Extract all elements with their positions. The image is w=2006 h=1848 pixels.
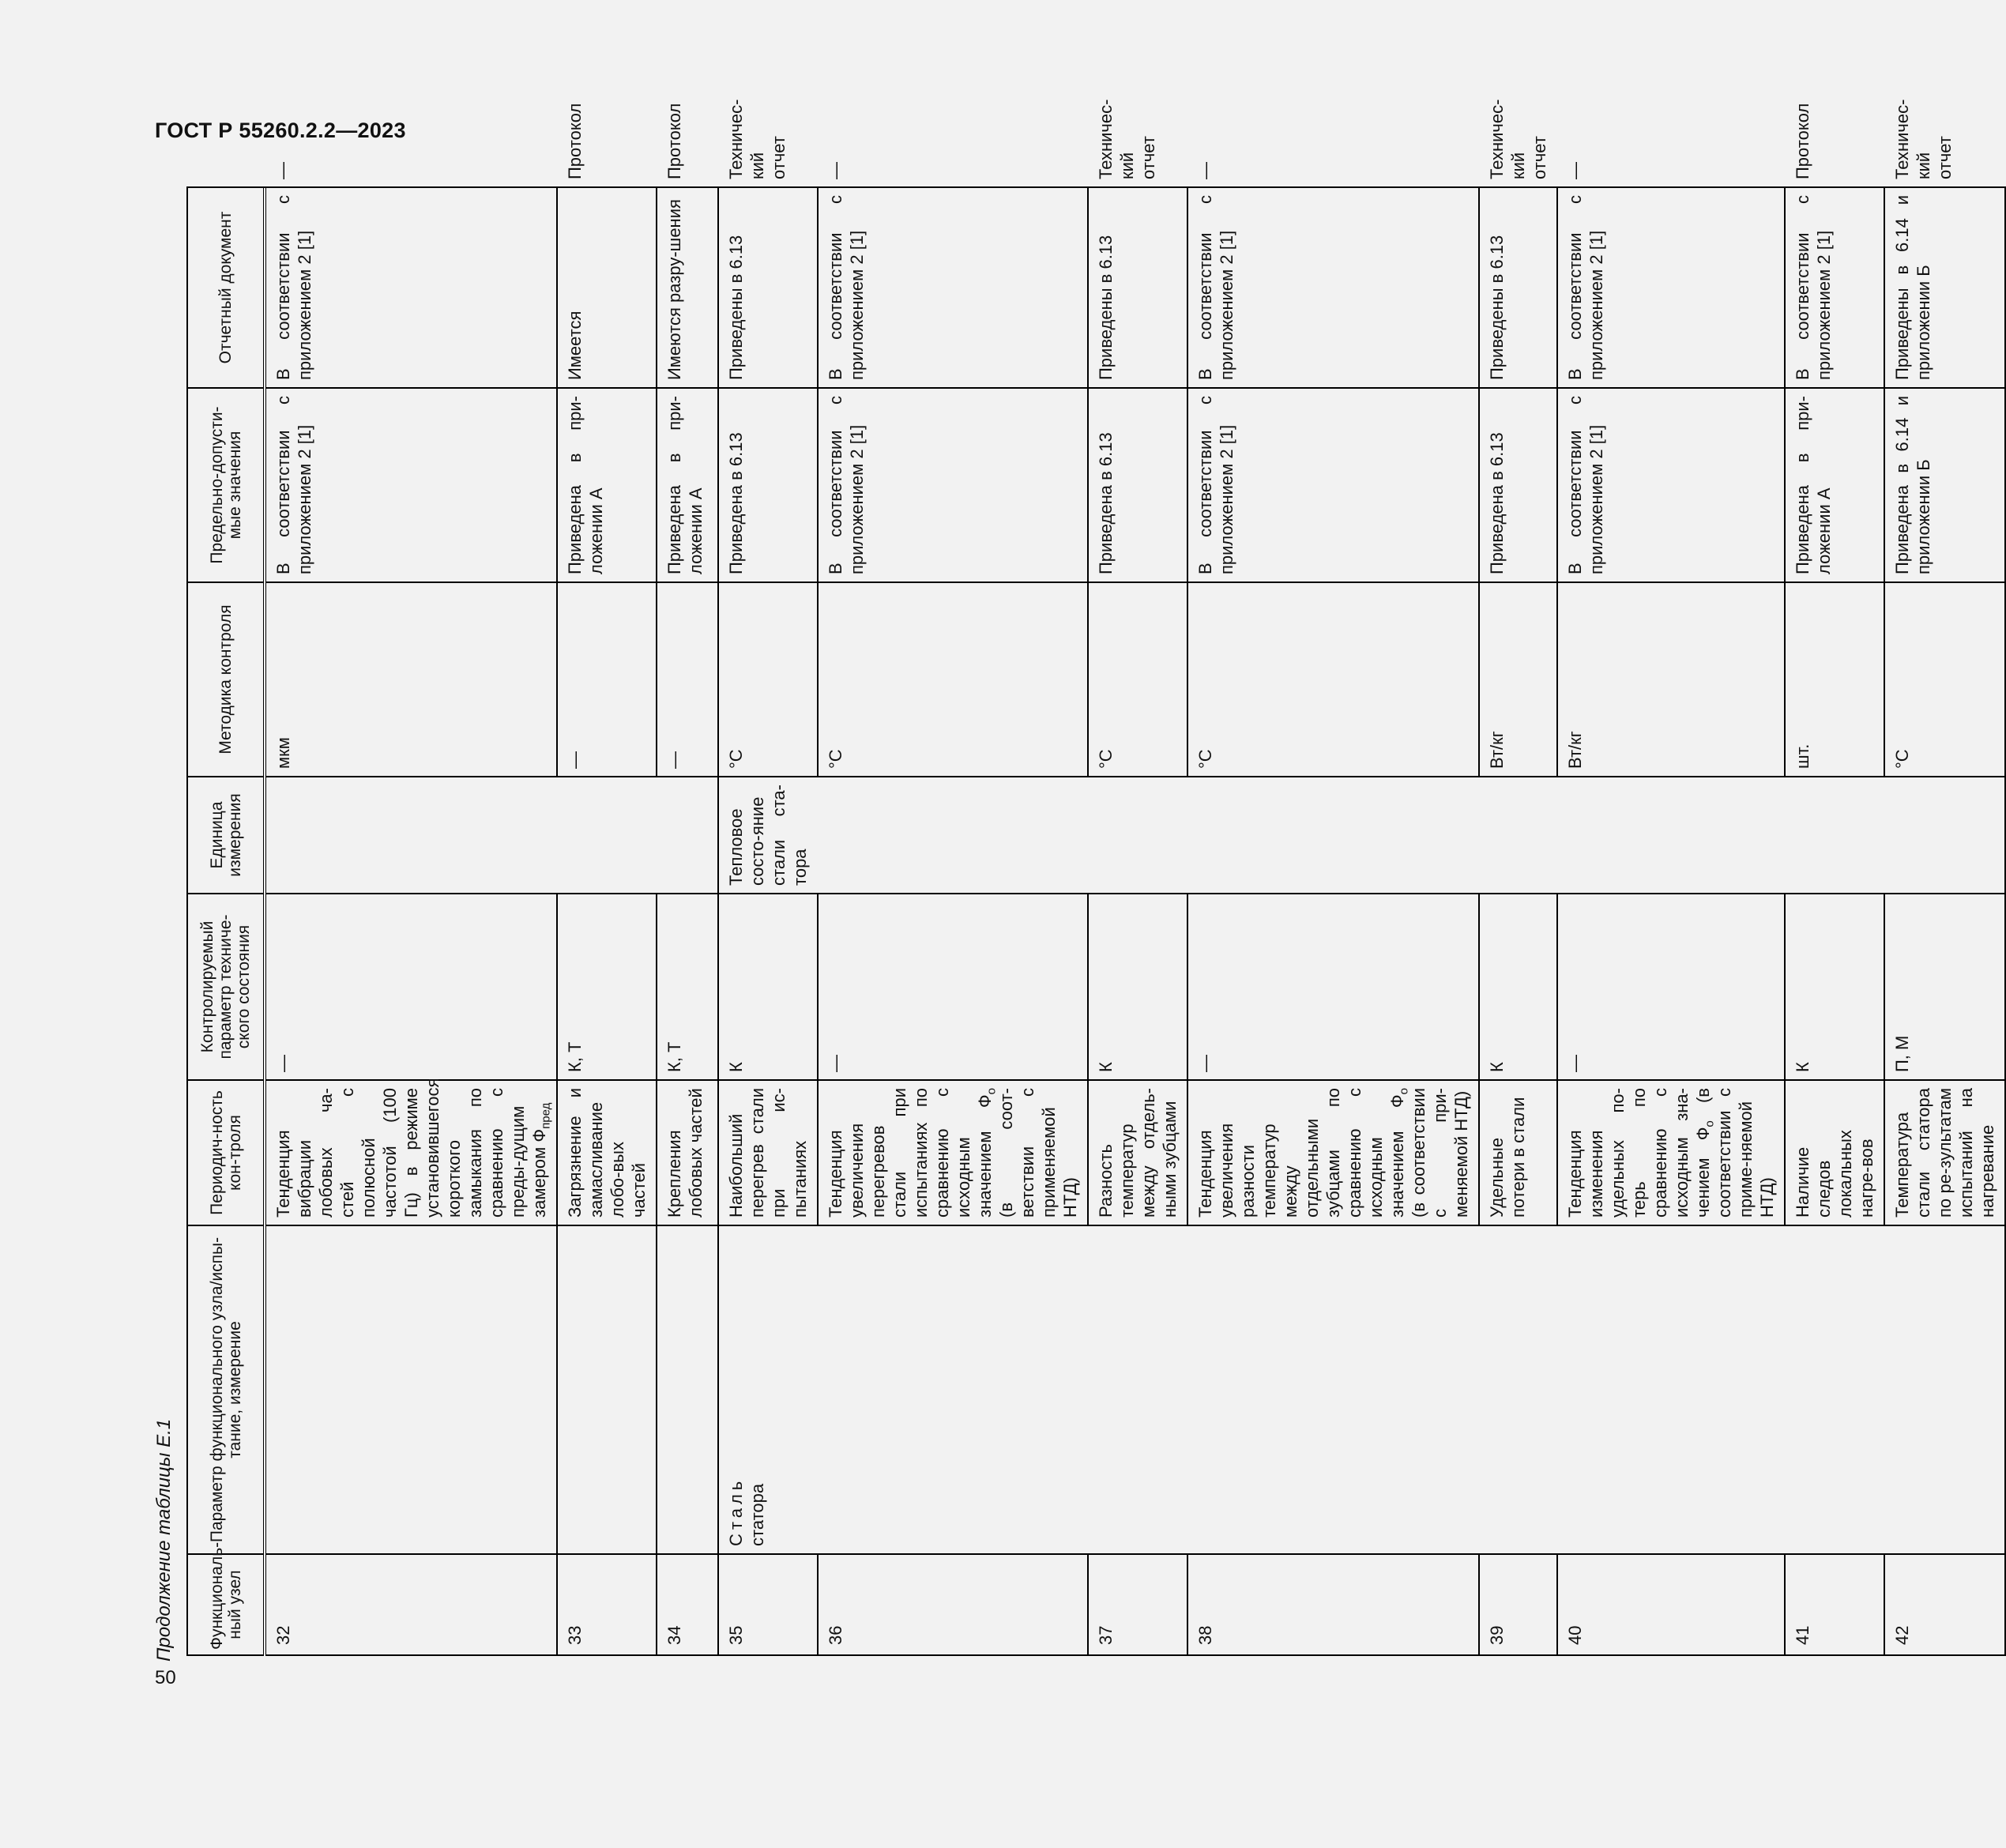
periodicity-cell: К: [1479, 894, 1557, 1080]
table-row: 42 Температура стали статора по ре-зультатам испытаний на нагревание П, М °С Приведена в 6.14 и приложении Б Приведены в 6.14 и приложении Б Техничес-кий отчет: [1884, 187, 2005, 1655]
col-header-limits: Предельно-допусти-мые значения: [187, 388, 265, 582]
periodicity-cell: —: [1557, 894, 1785, 1080]
unit-cell: —: [657, 582, 718, 777]
table-row: 33 Загрязнение и замасливание лобо-вых частей К, Т — Приведена в при-ложении А Имеется Протокол: [557, 187, 657, 1655]
limits-cell: Приведены в 6.13: [1088, 187, 1187, 388]
table-continuation-caption: Продолжение таблицы Е.1: [153, 1418, 175, 1662]
row-number: 41: [1785, 1554, 1884, 1655]
col-header-method: Методика контроля: [187, 582, 265, 777]
method-cell: Приведена в 6.13: [1479, 388, 1557, 582]
row-number: 40: [1557, 1554, 1785, 1655]
state-parameter-thermal: Тепловое состо-яние стали ста-тора: [718, 777, 2005, 894]
method-cell: Приведена в при-ложении А: [657, 388, 718, 582]
row-number: 35: [718, 1554, 818, 1655]
periodicity-cell: —: [1187, 894, 1479, 1080]
parameter-cell: Тенденция увеличения разности температур между отдельными зубцами по сравнению с исходным значением $Ф_о$ (в соответствии с при-меняемой НТД): [1187, 1080, 1479, 1225]
limits-cell: В соответствии с приложением 2 [1]: [1557, 187, 1785, 388]
unit-cell: °С: [818, 582, 1088, 777]
table-row: 35 Сталь статора Наибольший перегрев стали при ис-пытаниях К Тепловое состо-яние стали ста-тора °С Приведена в 6.13 Приведены в 6.13 Техничес-кий отчет: [718, 187, 818, 1655]
periodicity-cell: К: [1088, 894, 1187, 1080]
unit-cell: —: [557, 582, 657, 777]
periodicity-cell: П, М: [1884, 894, 2005, 1080]
table-row: 38 Тенденция увеличения разности температур между отдельными зубцами по сравнению с исходным значением $Ф_о$ (в соответствии с при-меняемой НТД) — °С В соответствии с приложением 2 [1] В соответствии с приложением 2 [1] —: [1187, 187, 1479, 1655]
col-header-node: Функциональ-ный узел: [187, 1554, 265, 1655]
unit-cell: Вт/кг: [1479, 582, 1557, 777]
limits-cell: В соответствии с приложением 2 [1]: [818, 187, 1088, 388]
method-cell: Приведена в при-ложении А: [1785, 388, 1884, 582]
col-header-unit: Единица измерения: [187, 777, 265, 894]
table-row: 41 Наличие следов локальных нагре-вов К шт. Приведена в при-ложении А В соответствии с приложением 2 [1] Протокол: [1785, 187, 1884, 1655]
unit-cell: °С: [1088, 582, 1187, 777]
limits-cell: В соответствии с приложением 2 [1]: [1785, 187, 1884, 388]
parameter-cell: Тенденция вибрации лобовых ча-стей с полюсной частотой (100 Гц) в режиме установившегося короткого замыкания по сравнению с преды-дущим замером $Ф_{пред}$: [265, 1080, 557, 1225]
table-row: 40 Тенденция изменения удельных по-терь по сравнению с исходным зна-чением $Ф_о$ (в соответствии с приме-няемой НТД) — Вт/кг В соответствии с приложением 2 [1] В соответствии с приложением 2 [1] —: [1557, 187, 1785, 1655]
periodicity-cell: —: [265, 894, 557, 1080]
unit-cell: °С: [1884, 582, 2005, 777]
parameter-cell: Тенденция увеличения перегревов стали при испытаниях по сравнению с исходным значением $Ф_о$ (в соот-ветствии с применяемой НТД): [818, 1080, 1088, 1225]
method-cell: В соответствии с приложением 2 [1]: [265, 388, 557, 582]
parameter-cell: Удельные потери в стали: [1479, 1080, 1557, 1225]
limits-cell: Имеются разру-шения: [657, 187, 718, 388]
unit-cell: °С: [718, 582, 818, 777]
row-number: 38: [1187, 1554, 1479, 1655]
periodicity-cell: —: [818, 894, 1088, 1080]
table-row: 34 Крепления лобовых частей К, Т — Приведена в при-ложении А Имеются разру-шения Протокол: [657, 187, 718, 1655]
row-number: 39: [1479, 1554, 1557, 1655]
unit-cell: мкм: [265, 582, 557, 777]
method-cell: В соответствии с приложением 2 [1]: [1557, 388, 1785, 582]
col-header-parameter: Параметр функционального узла/испы-тание, измерение: [187, 1225, 265, 1554]
parameter-cell: Разность температур между отдель-ными зубцами: [1088, 1080, 1187, 1225]
method-cell: Приведена в 6.13: [718, 388, 818, 582]
table-header-row: [187, 187, 265, 1655]
limits-cell: Имеется: [557, 187, 657, 388]
parameter-cell: Наличие следов локальных нагре-вов: [1785, 1080, 1884, 1225]
parameter-cell: Тенденция изменения удельных по-терь по сравнению с исходным зна-чением $Ф_о$ (в соответствии с приме-няемой НТД): [1557, 1080, 1785, 1225]
node-cell-stator-steel: Сталь статора: [718, 1225, 2005, 1554]
col-header-state-parameter: Контролируемый параметр техниче-ского состояния: [187, 894, 265, 1080]
periodicity-cell: К, Т: [657, 894, 718, 1080]
page-number: 50: [155, 1667, 176, 1688]
periodicity-cell: К: [1785, 894, 1884, 1080]
method-cell: Приведена в 6.13: [1088, 388, 1187, 582]
node-cell: [657, 1225, 718, 1554]
periodicity-cell: К, Т: [557, 894, 657, 1080]
row-number: 37: [1088, 1554, 1187, 1655]
limits-cell: В соответствии с приложением 2 [1]: [1187, 187, 1479, 388]
row-number: 36: [818, 1554, 1088, 1655]
unit-cell: °С: [1187, 582, 1479, 777]
unit-cell: Вт/кг: [1557, 582, 1785, 777]
unit-cell: шт.: [1785, 582, 1884, 777]
node-cell: [265, 1225, 557, 1554]
parameter-cell: Наибольший перегрев стали при ис-пытаниях: [718, 1080, 818, 1225]
row-number: 32: [265, 1554, 557, 1655]
row-number: 33: [557, 1554, 657, 1655]
limits-cell: Приведены в 6.13: [1479, 187, 1557, 388]
document-header: ГОСТ Р 55260.2.2—2023: [155, 119, 406, 142]
col-header-report: Отчетный документ: [187, 187, 265, 388]
table-row: 32 Тенденция вибрации лобовых ча-стей с полюсной частотой (100 Гц) в режиме установившегося короткого замыкания по сравнению с преды-дущим замером $Ф_{пред}$ — мкм В соответствии с приложением 2 [1] В соответствии с приложением 2 [1] —: [265, 187, 557, 1655]
parameter-cell: Крепления лобовых частей: [657, 1080, 718, 1225]
node-cell: [557, 1225, 657, 1554]
table-row: 37 Разность температур между отдель-ными зубцами К °С Приведена в 6.13 Приведены в 6.13 Техничес-кий отчет: [1088, 187, 1187, 1655]
method-cell: Приведена в 6.14 и приложении Б: [1884, 388, 2005, 582]
periodicity-cell: К: [718, 894, 818, 1080]
col-header-periodicity: Периодич-ность кон-троля: [187, 1080, 265, 1225]
parameter-cell: Температура стали статора по ре-зультатам испытаний на нагревание: [1884, 1080, 2005, 1225]
method-cell: Приведена в при-ложении А: [557, 388, 657, 582]
limits-cell: Приведены в 6.13: [718, 187, 818, 388]
parameter-cell: Загрязнение и замасливание лобо-вых частей: [557, 1080, 657, 1225]
limits-cell: Приведены в 6.14 и приложении Б: [1884, 187, 2005, 388]
table-row: 36 Тенденция увеличения перегревов стали при испытаниях по сравнению с исходным значением $Ф_о$ (в соот-ветствии с применяемой НТД) — °С В соответствии с приложением 2 [1] В соответствии с приложением 2 [1] —: [818, 187, 1088, 1655]
state-parameter-cell: [265, 777, 718, 894]
table-row: 39 Удельные потери в стали К Вт/кг Приведена в 6.13 Приведены в 6.13 Техничес-кий отчет: [1479, 187, 1557, 1655]
method-cell: В соответствии с приложением 2 [1]: [818, 388, 1088, 582]
method-cell: В соответствии с приложением 2 [1]: [1187, 388, 1479, 582]
row-number: 42: [1884, 1554, 2005, 1655]
row-number: 34: [657, 1554, 718, 1655]
limits-cell: В соответствии с приложением 2 [1]: [265, 187, 557, 388]
